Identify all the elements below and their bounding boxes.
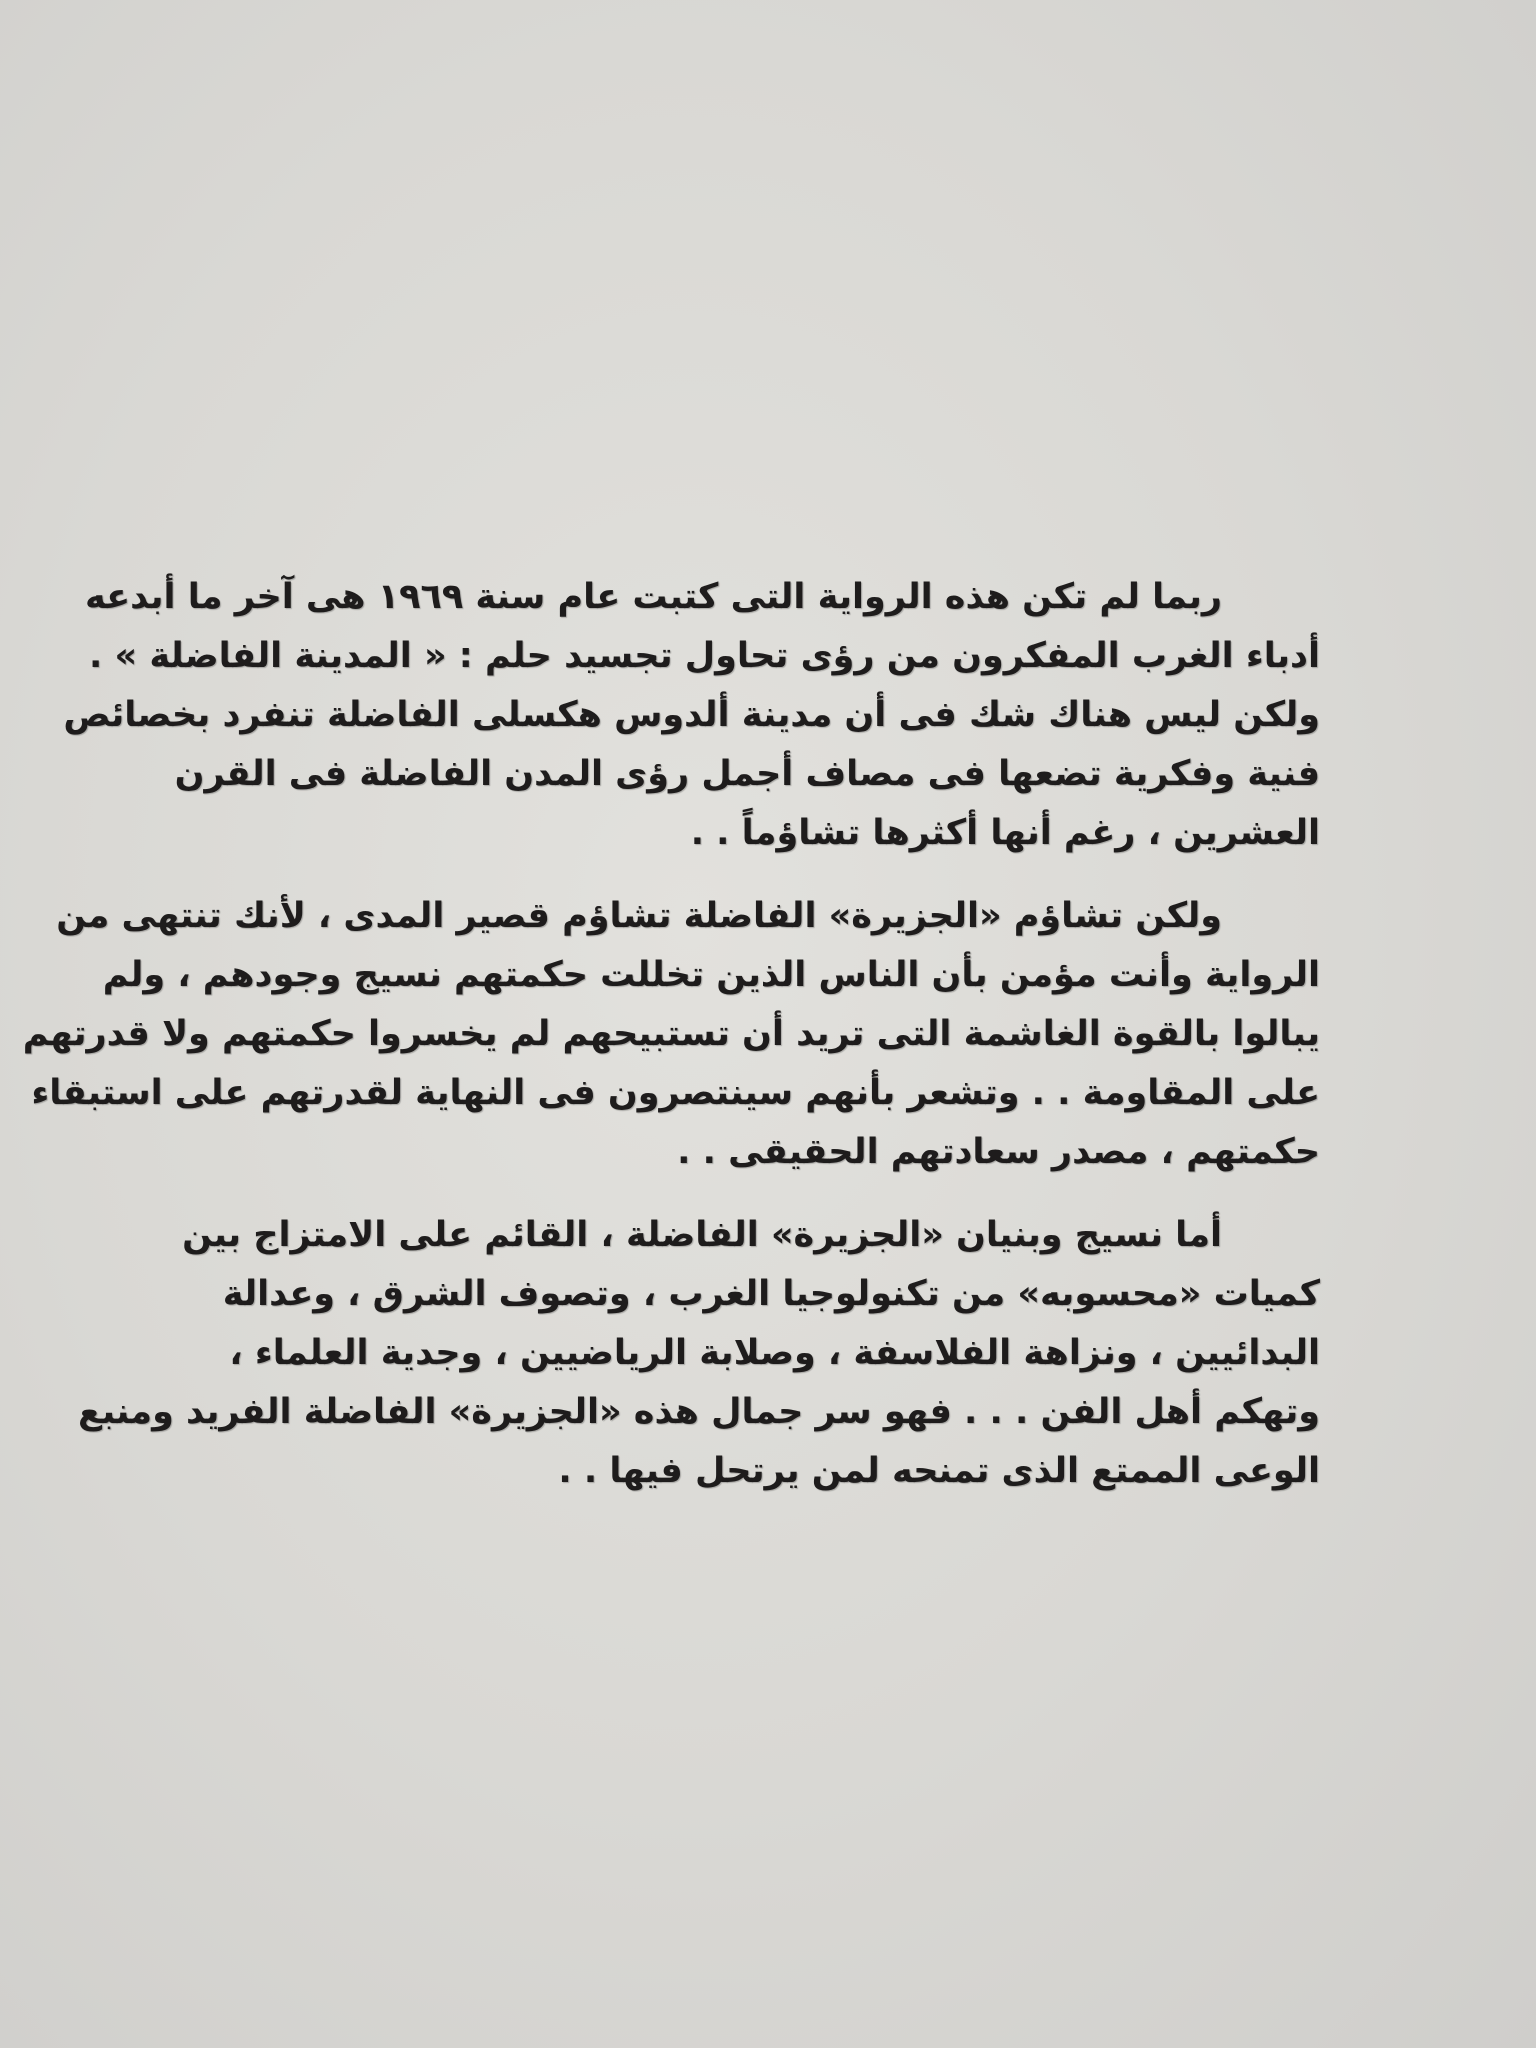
text-line: الوعى الممتع الذى تمنحه لمن يرتحل فيها . . — [558, 1451, 1320, 1491]
book-page-text — [22, 568, 1320, 1525]
text-line: ربما لم تكن هذه الرواية التى كتبت عام سنة ١٩٦٩ هى آخر ما أبدعه — [85, 577, 1222, 617]
text-line: البدائيين ، ونزاهة الفلاسفة ، وصلابة الرياضيين ، وجدية العلماء ، — [229, 1333, 1320, 1373]
text-line: العشرين ، رغم أنها أكثرها تشاؤماً . . — [690, 813, 1320, 853]
paragraph-2 — [22, 887, 1320, 1182]
text-line: وتهكم أهل الفن . . . فهو سر جمال هذه «الجزيرة» الفاضلة الفريد ومنبع — [77, 1392, 1320, 1432]
text-line: أما نسيج وبنيان «الجزيرة» الفاضلة ، القائم على الامتزاج بين — [182, 1215, 1222, 1255]
text-line: حكمتهم ، مصدر سعادتهم الحقيقى . . — [677, 1132, 1320, 1172]
text-line: فنية وفكرية تضعها فى مصاف أجمل رؤى المدن الفاضلة فى القرن — [174, 754, 1320, 794]
paragraph-1 — [63, 568, 1320, 863]
text-line: كميات «محسوبه» من تكنولوجيا الغرب ، وتصوف الشرق ، وعدالة — [222, 1274, 1320, 1314]
text-line: أدباء الغرب المفكرون من رؤى تحاول تجسيد حلم : « المدينة الفاضلة » . — [89, 636, 1320, 676]
text-line: ولكن تشاؤم «الجزيرة» الفاضلة تشاؤم قصير المدى ، لأنك تنتهى من — [56, 896, 1222, 936]
paragraph-3 — [77, 1206, 1320, 1501]
text-line: الرواية وأنت مؤمن بأن الناس الذين تخللت حكمتهم نسيج وجودهم ، ولم — [102, 955, 1320, 995]
text-line: على المقاومة . . وتشعر بأنهم سينتصرون فى النهاية لقدرتهم على استبقاء — [31, 1073, 1320, 1113]
text-line: يبالوا بالقوة الغاشمة التى تريد أن تستبيحهم لم يخسروا حكمتهم ولا قدرتهم — [22, 1014, 1320, 1054]
text-line: ولكن ليس هناك شك فى أن مدينة ألدوس هكسلى الفاضلة تنفرد بخصائص — [63, 695, 1320, 735]
